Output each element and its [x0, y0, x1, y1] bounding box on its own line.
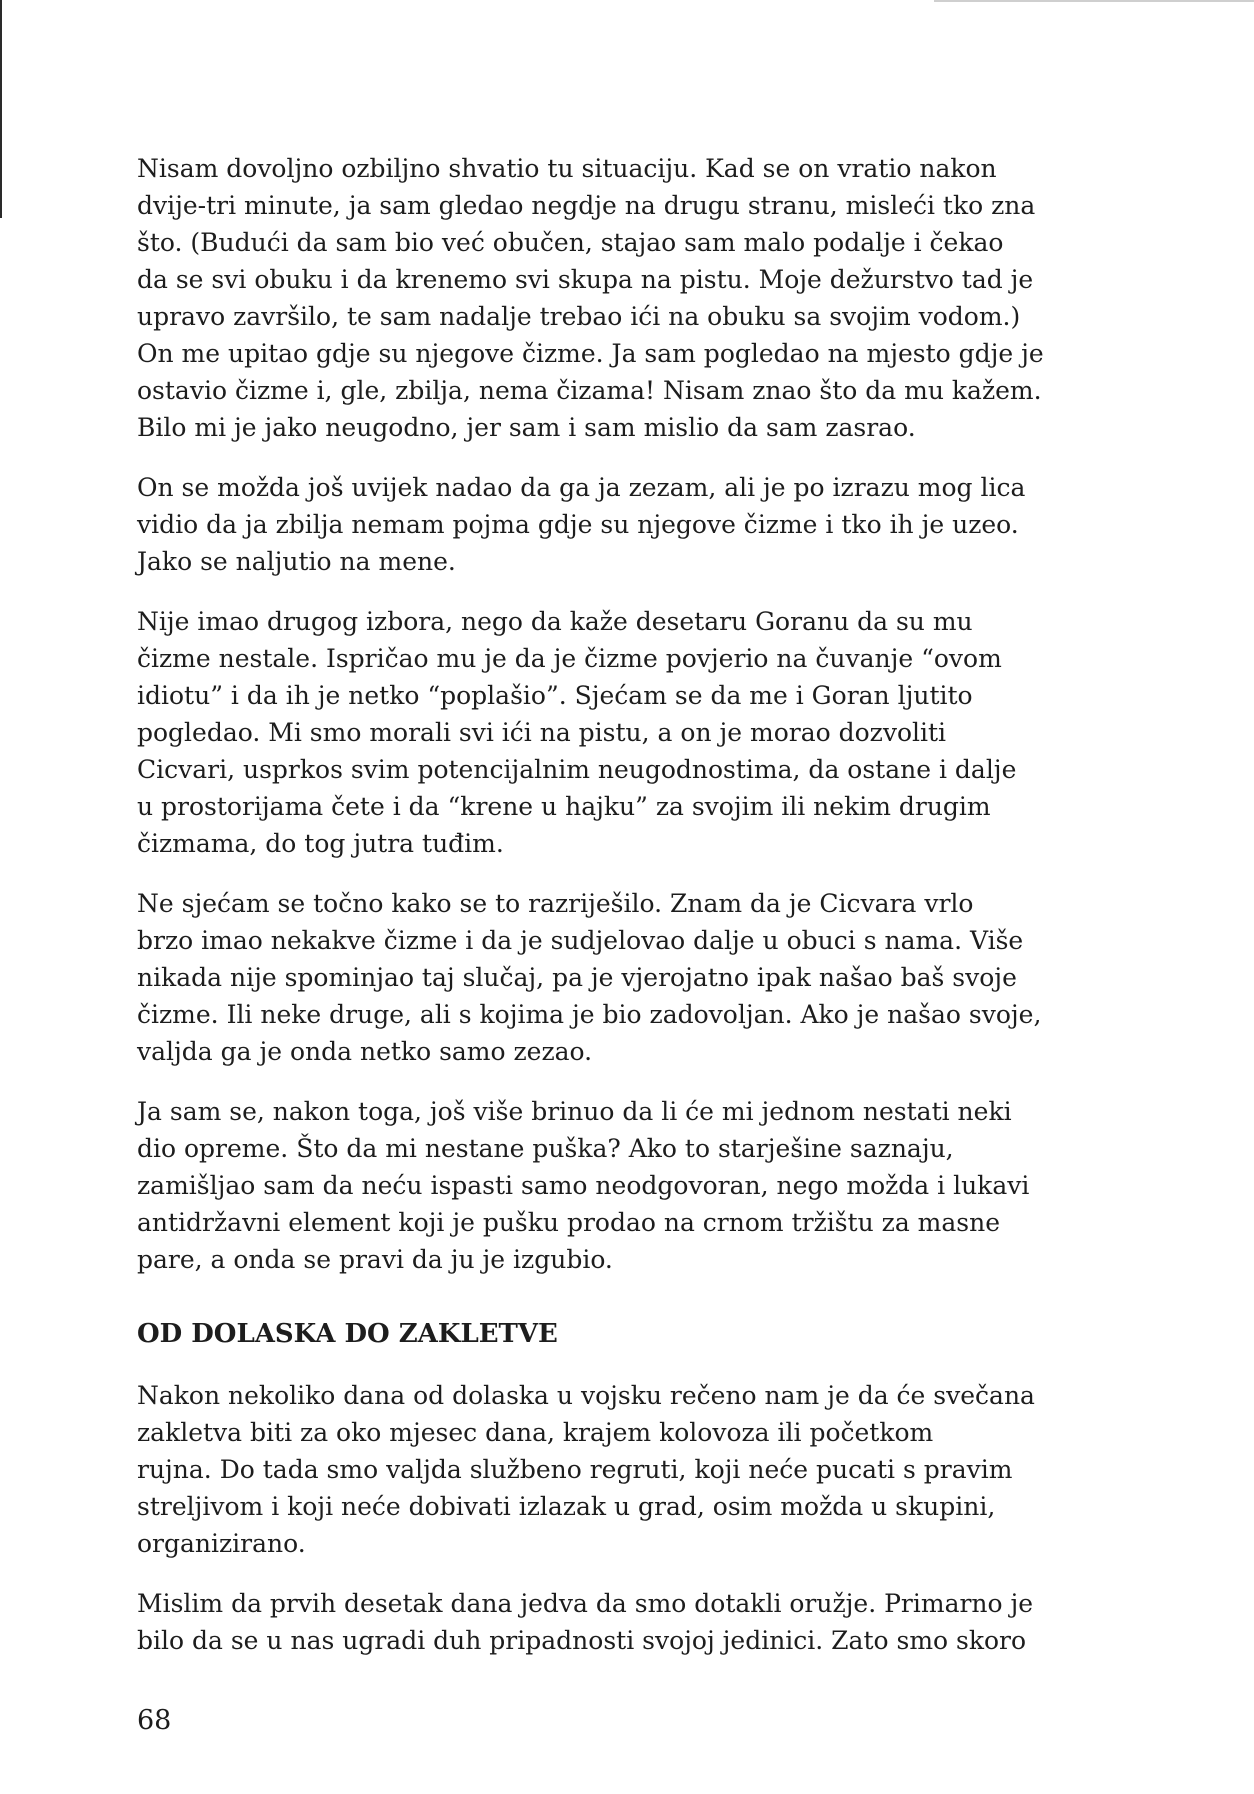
paragraph: [137, 1093, 1122, 1278]
text-line: brzo imao nekakve čizme i da je sudjelovao dalje u obuci s nama. Više: [137, 926, 1024, 955]
text-line: zamišljao sam da neću ispasti samo neodgovoran, nego možda i lukavi: [137, 1171, 1030, 1200]
text-line: u prostorijama čete i da “krene u hajku” za svojim ili nekim drugim: [137, 792, 991, 821]
text-line: Cicvari, usprkos svim potencijalnim neugodnostima, da ostane i dalje: [137, 755, 1017, 784]
text-line: Ja sam se, nakon toga, još više brinuo da li će mi jednom nestati neki: [137, 1097, 1012, 1126]
text-line: Nisam dovoljno ozbiljno shvatio tu situaciju. Kad se on vratio nakon: [137, 154, 997, 183]
paragraphs: [137, 150, 1122, 1278]
text-line: organizirano.: [137, 1529, 306, 1558]
text-line: nikada nije spominjao taj slučaj, pa je vjerojatno ipak našao baš svoje: [137, 963, 1017, 992]
text-line: da se svi obuku i da krenemo svi skupa na pistu. Moje dežurstvo tad je: [137, 265, 1034, 294]
text-line: Jako se naljutio na mene.: [137, 547, 456, 576]
text-line: antidržavni element koji je pušku prodao na crnom tržištu za masne: [137, 1208, 1001, 1237]
text-line: čizme nestale. Ispričao mu je da je čizme povjerio na čuvanje “ovom: [137, 644, 1002, 673]
text-line: Nakon nekoliko dana od dolaska u vojsku rečeno nam je da će svečana: [137, 1381, 1035, 1410]
scan-edge-left: [0, 0, 2, 218]
text-line: ostavio čizme i, gle, zbilja, nema čizama! Nisam znao što da mu kažem.: [137, 376, 1042, 405]
paragraph: [137, 150, 1122, 446]
text-line: idiotu” i da ih je netko “poplašio”. Sjećam se da me i Goran ljutito: [137, 681, 973, 710]
text-line: dvije-tri minute, ja sam gledao negdje na drugu stranu, misleći tko zna: [137, 191, 1036, 220]
text-line: vidio da ja zbilja nemam pojma gdje su njegove čizme i tko ih je uzeo.: [137, 510, 1019, 539]
text-line: pare, a onda se pravi da ju je izgubio.: [137, 1245, 613, 1274]
text-line: Ne sjećam se točno kako se to razriješilo. Znam da je Cicvara vrlo: [137, 889, 974, 918]
text-line: On se možda još uvijek nadao da ga ja zezam, ali je po izrazu mog lica: [137, 473, 1026, 502]
paragraph: [137, 469, 1122, 580]
text-line: streljivom i koji neće dobivati izlazak u grad, osim možda u skupini,: [137, 1492, 996, 1521]
section-heading: OD DOLASKA DO ZAKLETVE: [137, 1319, 558, 1349]
paragraph: [137, 1585, 1122, 1659]
scan-edge-top: [934, 0, 1254, 2]
text-line: Nije imao drugog izbora, nego da kaže desetaru Goranu da su mu: [137, 607, 973, 636]
text-line: rujna. Do tada smo valjda službeno regruti, koji neće pucati s pravim: [137, 1455, 1013, 1484]
text-line: pogledao. Mi smo morali svi ići na pistu, a on je morao dozvoliti: [137, 718, 947, 747]
paragraph: [137, 603, 1122, 862]
text-line: čizmama, do tog jutra tuđim.: [137, 829, 504, 858]
text-line: upravo završilo, te sam nadalje trebao ići na obuku sa svojim vodom.): [137, 302, 1021, 331]
text-line: bilo da se u nas ugradi duh pripadnosti svojoj jedinici. Zato smo skoro: [137, 1626, 1027, 1655]
text-line: dio opreme. Što da mi nestane puška? Ako to starješine saznaju,: [137, 1134, 954, 1163]
text-line: što. (Budući da sam bio već obučen, stajao sam malo podalje i čekao: [137, 228, 1004, 257]
text-line: zakletva biti za oko mjesec dana, krajem kolovoza ili početkom: [137, 1418, 934, 1447]
text-line: valjda ga je onda netko samo zezao.: [137, 1037, 593, 1066]
paragraph: [137, 1377, 1122, 1562]
text-line: Mislim da prvih desetak dana jedva da smo dotakli oružje. Primarno je: [137, 1589, 1034, 1618]
section-paragraphs: [137, 1377, 1122, 1659]
paragraph: [137, 885, 1122, 1070]
page-number: 68: [137, 1705, 172, 1736]
page-body: [137, 150, 1122, 1682]
text-line: čizme. Ili neke druge, ali s kojima je bio zadovoljan. Ako je našao svoje,: [137, 1000, 1042, 1029]
text-line: On me upitao gdje su njegove čizme. Ja sam pogledao na mjesto gdje je: [137, 339, 1044, 368]
text-line: Bilo mi je jako neugodno, jer sam i sam mislio da sam zasrao.: [137, 413, 916, 442]
